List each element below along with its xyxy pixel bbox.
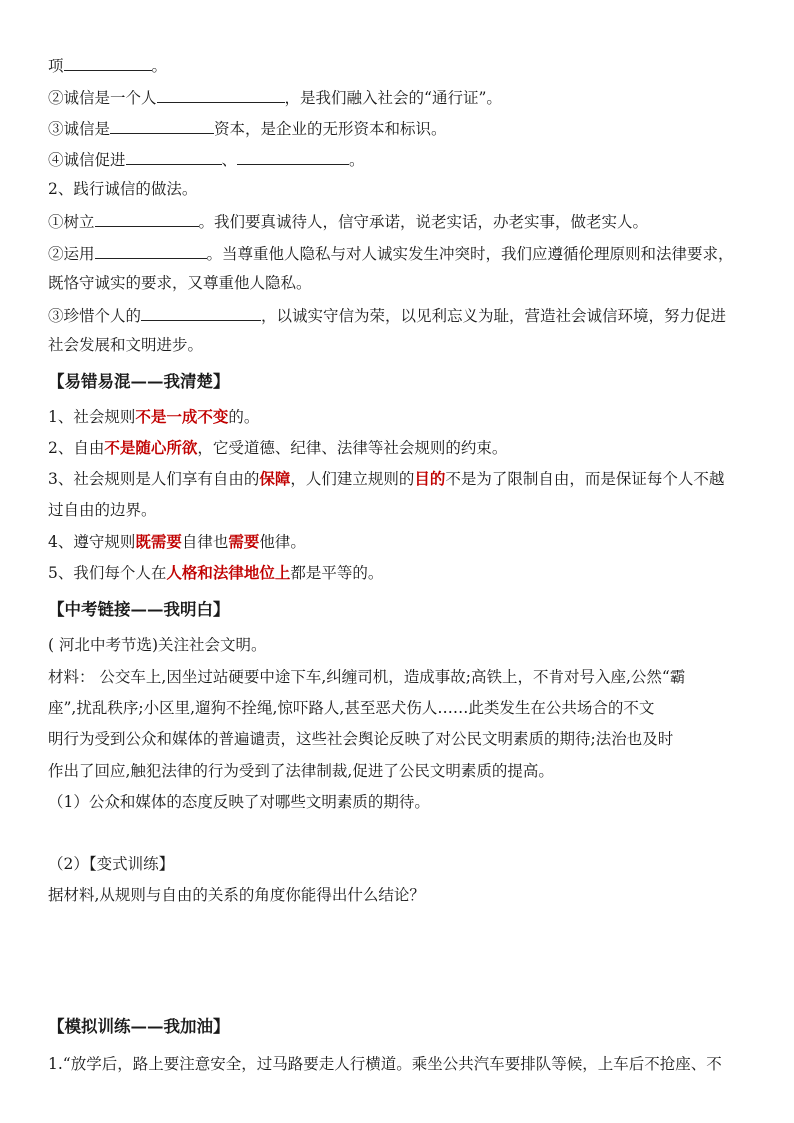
line-text: 。当尊重他人隐私与对人诚实发生冲突时，我们应遵循伦理原则和法律要求， bbox=[206, 245, 734, 263]
line-text: 项 bbox=[48, 57, 64, 75]
line-text: ②运用 bbox=[48, 245, 95, 263]
answer-blank bbox=[157, 86, 285, 103]
item-text: 1、社会规则 bbox=[48, 408, 136, 426]
list-item bbox=[48, 532, 754, 552]
list-item-continuation: 过自由的边界。 bbox=[48, 501, 157, 519]
item-text: 的。 bbox=[228, 408, 260, 426]
question-2-prompt: 据材料,从规则与自由的关系的角度你能得出什么结论？ bbox=[48, 886, 425, 904]
answer-blank bbox=[126, 148, 222, 165]
answer-blank bbox=[64, 54, 152, 71]
material-line: 明行为受到公众和媒体的普遍谴责，这些社会舆论反映了对公民文明素质的期待;法治也及时 bbox=[48, 730, 674, 748]
text-line: 2、践行诚信的做法。 bbox=[48, 180, 198, 198]
answer-blank bbox=[95, 242, 207, 259]
list-item bbox=[48, 563, 754, 583]
item-text: 5、我们每个人在 bbox=[48, 564, 167, 582]
line-text: ，以诚实守信为荣，以见利忘义为耻，营造社会诚信环境，努力促进 bbox=[261, 307, 727, 325]
highlight-text: 保障 bbox=[259, 469, 291, 488]
highlight-text: 需要 bbox=[228, 532, 260, 551]
text-line bbox=[48, 242, 754, 264]
question-source: ( 河北中考节选)关注社会文明。 bbox=[48, 636, 267, 654]
line-text: ④诚信促进 bbox=[48, 151, 126, 169]
highlight-text: 目的 bbox=[414, 469, 446, 488]
line-text: ③珍惜个人的 bbox=[48, 307, 142, 325]
question-2: （2）【变式训练】 bbox=[48, 855, 175, 873]
line-text: ③诚信是 bbox=[48, 120, 111, 138]
highlight-text: 不是一成不变 bbox=[135, 407, 229, 426]
line-text: ，是我们融入社会的“通行证”。 bbox=[284, 89, 502, 107]
answer-blank bbox=[237, 148, 349, 165]
item-text: 4、遵守规则 bbox=[48, 533, 136, 551]
text-line bbox=[48, 86, 754, 108]
question-1: （1）公众和媒体的态度反映了对哪些文明素质的期待。 bbox=[48, 793, 430, 811]
item-text: 都是平等的。 bbox=[290, 564, 384, 582]
answer-blank bbox=[141, 304, 261, 321]
line-text: 。 bbox=[151, 57, 168, 75]
highlight-text: 既需要 bbox=[135, 532, 182, 551]
text-line bbox=[48, 54, 754, 76]
section-heading: 【中考链接——我明白】 bbox=[48, 600, 230, 619]
item-text: 不是为了限制自由，而是保证每个人不越 bbox=[445, 470, 725, 488]
list-item bbox=[48, 407, 754, 427]
text-line bbox=[48, 210, 754, 232]
line-text: 。 bbox=[349, 151, 365, 169]
text-line: 既恪守诚实的要求，又尊重他人隐私。 bbox=[48, 274, 312, 292]
text-line: 社会发展和文明进步。 bbox=[48, 336, 204, 354]
material-line: 座”,扰乱秩序;小区里,遛狗不拴绳,惊吓路人,甚至恶犬伤人……此类发生在公共场合的不文 bbox=[48, 699, 655, 717]
answer-blank bbox=[110, 117, 214, 134]
item-text: 3、社会规则是人们享有自由的 bbox=[48, 470, 260, 488]
exercise-line: 1.“放学后，路上要注意安全，过马路要走人行横道。乘坐公共汽车要排队等候，上车后不抢座、不 bbox=[48, 1055, 722, 1073]
line-text: 、 bbox=[221, 151, 238, 169]
text-line bbox=[48, 304, 754, 326]
material-line: 作出了回应,触犯法律的行为受到了法律制裁,促进了公民文明素质的提高。 bbox=[48, 762, 554, 780]
material-line: 材料： 公交车上,因坐过站硬要中途下车,纠缠司机，造成事故;高铁上，不肯对号入座,公然“霸 bbox=[48, 668, 686, 686]
line-text: 资本，是企业的无形资本和标识。 bbox=[214, 120, 447, 138]
section-heading: 【易错易混——我清楚】 bbox=[48, 372, 230, 391]
line-text: ②诚信是一个人 bbox=[48, 89, 157, 107]
item-text: ，人们建立规则的 bbox=[290, 470, 415, 488]
text-line bbox=[48, 117, 754, 139]
item-text: 他律。 bbox=[259, 533, 306, 551]
item-text: 自律也 bbox=[181, 533, 229, 551]
line-text: 。我们要真诚待人，信守承诺，说老实话，办老实事，做老实人。 bbox=[198, 213, 649, 231]
item-text: ，它受道德、纪律、法律等社会规则的约束。 bbox=[197, 439, 508, 457]
line-text: ①树立 bbox=[48, 213, 95, 231]
text-line bbox=[48, 148, 754, 170]
list-item bbox=[48, 469, 754, 489]
highlight-text: 不是随心所欲 bbox=[104, 438, 198, 457]
answer-blank bbox=[95, 210, 199, 227]
list-item bbox=[48, 438, 754, 458]
item-text: 2、自由 bbox=[48, 439, 105, 457]
highlight-text: 人格和法律地位上 bbox=[166, 563, 291, 582]
section-heading: 【模拟训练——我加油】 bbox=[48, 1017, 230, 1036]
